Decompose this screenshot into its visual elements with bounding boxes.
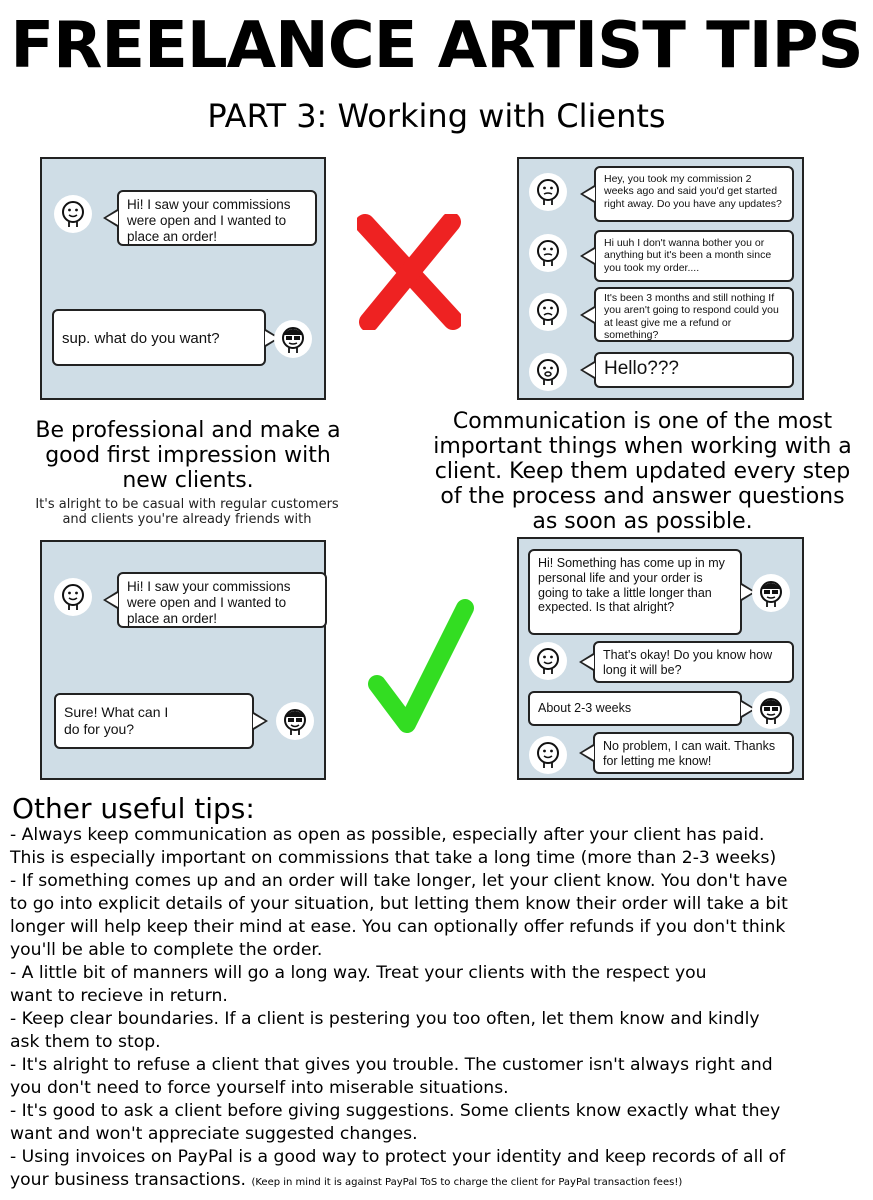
client-avatar-icon xyxy=(529,234,567,272)
page-title: FREELANCE ARTIST TIPS xyxy=(10,9,863,83)
tip-line: you don't need to force yourself into miserable situations. xyxy=(10,1078,509,1098)
artist-message-bubble xyxy=(54,693,254,749)
message-text: Hello??? xyxy=(604,358,679,379)
client-message-bubble xyxy=(594,166,794,222)
tip-line: - It's alright to refuse a client that gives you trouble. The customer isn't always right and xyxy=(10,1055,773,1075)
client-avatar-icon xyxy=(529,173,567,211)
client-avatar-icon xyxy=(54,195,92,233)
tip-line: longer will help keep their mind at ease. You can optionally offer refunds if you don't think xyxy=(10,917,786,937)
client-message-bubble xyxy=(594,287,794,342)
client-avatar-icon xyxy=(529,736,567,774)
tip-line: - Using invoices on PayPal is a good way to protect your identity and keep records of all of xyxy=(10,1147,786,1167)
message-text: Hey, you took my commission 2 weeks ago and said you'd get started right away. Do you have any updates? xyxy=(604,173,782,210)
wrong-x-icon xyxy=(357,214,461,330)
tip-line-text: your business transactions. xyxy=(10,1170,246,1190)
tip-line: - Keep clear boundaries. If a client is pestering you too often, let them know and kindly xyxy=(10,1009,760,1029)
panel-bad-communication xyxy=(517,157,804,400)
artist-avatar-icon xyxy=(752,574,790,612)
client-avatar-icon xyxy=(529,293,567,331)
client-message-bubble xyxy=(594,230,794,282)
panel-good-impression xyxy=(40,540,326,780)
tip-line: - Always keep communication as open as possible, especially after your client has paid. xyxy=(10,825,765,845)
tip-line: - If something comes up and an order will take longer, let your client know. You don't have xyxy=(10,871,788,891)
tip-line: want to recieve in return. xyxy=(10,986,228,1006)
message-text: No problem, I can wait. Thanks for letting me know! xyxy=(603,739,776,768)
client-avatar-icon xyxy=(54,578,92,616)
caption-communication: Communication is one of the most important things when working with a client. Keep them updated every step of the process and answer questions as soon as possible. xyxy=(433,409,852,534)
message-text: That's okay! Do you know how long it will be? xyxy=(603,648,773,677)
artist-avatar-icon xyxy=(276,702,314,740)
tip-line: - A little bit of manners will go a long way. Treat your clients with the respect you xyxy=(10,963,707,983)
panel-bad-impression xyxy=(40,157,326,400)
page-subtitle: PART 3: Working with Clients xyxy=(207,97,666,135)
client-message-bubble xyxy=(593,641,794,683)
message-text: It's been 3 months and still nothing If you aren't going to respond could you at least give me a refund or something? xyxy=(604,292,779,342)
tip-line: want and won't appreciate suggested changes. xyxy=(10,1124,418,1144)
message-text: Hi! I saw your commissions were open and I wanted to place an order! xyxy=(127,197,291,244)
message-text: Hi! Something has come up in my personal life and your order is going to take a little longer than expected. Is that alright? xyxy=(538,556,725,615)
client-avatar-icon xyxy=(529,353,567,391)
artist-avatar-icon xyxy=(274,320,312,358)
correct-check-icon xyxy=(365,596,477,736)
artist-message-bubble xyxy=(52,309,266,366)
tip-line: you'll be able to complete the order. xyxy=(10,940,323,960)
client-message-bubble xyxy=(117,572,327,628)
caption-casual-note: It's alright to be casual with regular customers and clients you're already friends with xyxy=(35,497,339,527)
paypal-tos-note: (Keep in mind it is against PayPal ToS to charge the client for PayPal transaction fees!) xyxy=(251,1177,683,1188)
client-avatar-icon xyxy=(529,642,567,680)
client-message-bubble xyxy=(594,352,794,388)
caption-professional: Be professional and make a good first impression with new clients. xyxy=(35,418,341,493)
client-message-bubble xyxy=(117,190,317,246)
message-text: About 2-3 weeks xyxy=(538,701,632,715)
tips-list xyxy=(10,824,866,1194)
artist-message-bubble xyxy=(528,691,742,726)
panel-good-communication xyxy=(517,537,804,780)
tip-line: to go into explicit details of your situation, but letting them know their order will take a bit xyxy=(10,894,788,914)
message-text: Hi uuh I don't wanna bother you or anything but it's been a month since you took my order.... xyxy=(604,237,772,274)
tips-heading: Other useful tips: xyxy=(12,792,255,825)
artist-message-bubble xyxy=(528,549,742,635)
tip-line: - It's good to ask a client before giving suggestions. Some clients know exactly what they xyxy=(10,1101,781,1121)
tip-line-last xyxy=(10,1169,866,1194)
tip-line: ask them to stop. xyxy=(10,1032,161,1052)
client-message-bubble xyxy=(593,732,794,774)
message-text: Sure! What can I do for you? xyxy=(64,704,169,737)
message-text: Hi! I saw your commissions were open and I wanted to place an order! xyxy=(127,579,291,626)
artist-avatar-icon xyxy=(752,691,790,729)
message-text: sup. what do you want? xyxy=(62,330,220,347)
tip-line: This is especially important on commissions that take a long time (more than 2-3 weeks) xyxy=(10,848,777,868)
